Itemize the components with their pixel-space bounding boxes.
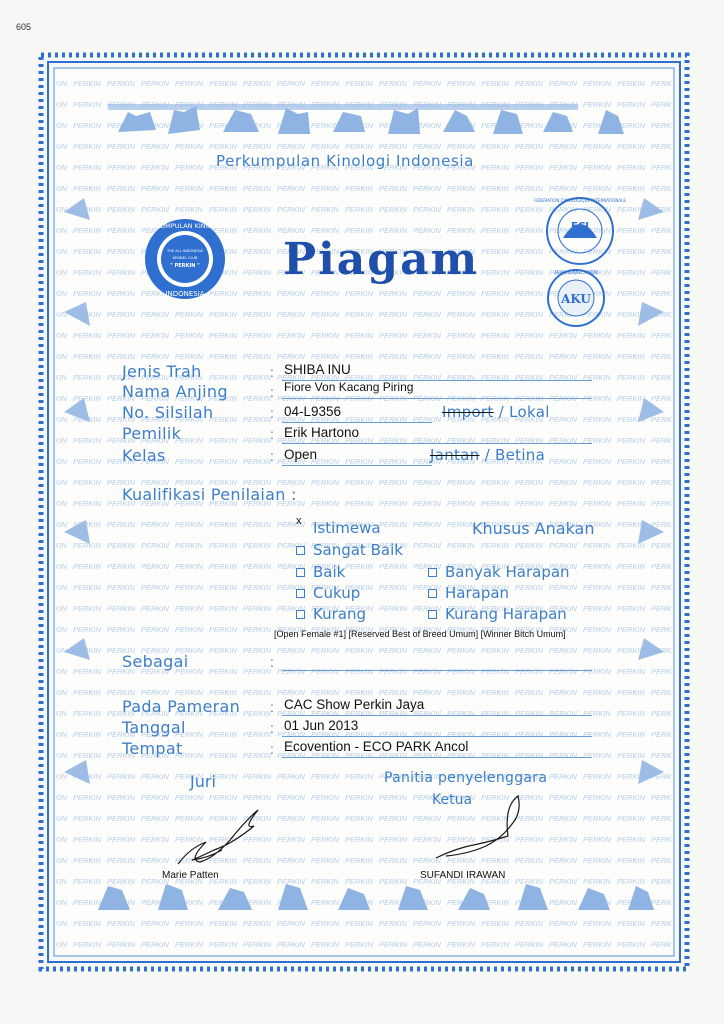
label-tempat: Tempat	[122, 739, 183, 758]
certificate	[38, 52, 690, 972]
label-pemilik: Pemilik	[122, 424, 182, 443]
ketua-label: Ketua	[432, 792, 473, 808]
option-kurang-harapan: Kurang Harapan	[428, 605, 567, 623]
page-number: 605	[16, 22, 32, 32]
colon: :	[270, 364, 274, 380]
svg-text:ASIAN KENNEL UNION: ASIAN KENNEL UNION	[554, 270, 598, 275]
organization-name: Perkumpulan Kinologi Indonesia	[216, 152, 474, 170]
svg-text:AKU: AKU	[561, 292, 591, 306]
colon: :	[270, 448, 274, 464]
option-kurang: Kurang	[296, 605, 366, 623]
origin-option	[442, 403, 550, 421]
svg-text:" PERKIN ": " PERKIN "	[170, 263, 200, 269]
label-pada-pameran: Pada Pameran	[122, 697, 241, 716]
origin-separator: /	[498, 403, 505, 421]
sex-betina: Betina	[495, 446, 546, 464]
label-no-silsilah: No. Silsilah	[122, 403, 214, 422]
svg-text:KENNEL CLUB: KENNEL CLUB	[172, 256, 198, 260]
colon: :	[270, 741, 274, 757]
value-pada-pameran: CAC Show Perkin Jaya	[284, 697, 425, 712]
colon: :	[270, 720, 274, 736]
sex-separator: /	[484, 446, 490, 464]
origin-import: Import	[442, 403, 494, 421]
value-nama-anjing: Fiore Von Kacang Piring	[284, 380, 414, 394]
colon: :	[270, 699, 274, 715]
colon: :	[270, 654, 274, 670]
sex-jantan: Jantan	[430, 446, 480, 464]
kualifikasi-label: Kualifikasi Penilaian :	[122, 485, 297, 504]
value-pemilik: Erik Hartono	[284, 425, 360, 440]
khusus-anakan-heading: Khusus Anakan	[472, 519, 595, 538]
value-tempat: Ecovention - ECO PARK Ancol	[284, 739, 469, 754]
svg-text:THE ALL INDONESIA: THE ALL INDONESIA	[166, 249, 204, 253]
panitia-label: Panitia penyelenggara	[384, 770, 548, 786]
svg-text:FCI: FCI	[571, 221, 589, 232]
value-tanggal: 01 Jun 2013	[284, 718, 359, 733]
option-istimewa: Istimewa	[313, 519, 381, 537]
sex-option	[430, 446, 545, 464]
value-no-silsilah: 04-L9356	[284, 404, 342, 419]
label-sebagai: Sebagai	[122, 652, 189, 671]
colon: :	[270, 384, 274, 400]
awards-text: [Open Female #1] [Reserved Best of Breed Umum] [Winner Bitch Umum]	[274, 629, 566, 639]
label-nama-anjing: Nama Anjing	[122, 382, 228, 401]
option-cukup: Cukup	[296, 584, 360, 602]
value-kelas: Open	[284, 447, 318, 462]
ketua-name: SUFANDI IRAWAN	[420, 870, 506, 881]
option-baik: Baik	[296, 563, 345, 581]
option-sangat-baik: Sangat Baik	[296, 541, 403, 559]
svg-text:PERKUMPULAN KINOLOGI: PERKUMPULAN KINOLOGI	[143, 222, 227, 230]
checked-mark: x	[296, 515, 302, 527]
colon: :	[270, 405, 274, 421]
juri-name: Marie Patten	[162, 870, 219, 881]
label-tanggal: Tanggal	[122, 718, 186, 737]
option-harapan: Harapan	[428, 584, 509, 602]
juri-label: Juri	[190, 772, 216, 791]
colon: :	[270, 426, 274, 442]
label-jenis-trah: Jenis Trah	[122, 362, 202, 381]
value-jenis-trah: SHIBA INU	[284, 362, 351, 377]
certificate-frame	[38, 52, 690, 972]
certificate-title: Piagam	[283, 234, 480, 285]
svg-text:FEDERATION CYNOLOGIQUE INTERNA: FEDERATION CYNOLOGIQUE INTERNATIONALE	[534, 198, 626, 203]
option-banyak-harapan: Banyak Harapan	[428, 563, 570, 581]
origin-lokal: Lokal	[509, 403, 550, 421]
svg-text:INDONESIA: INDONESIA	[165, 290, 205, 298]
label-kelas: Kelas	[122, 446, 166, 465]
